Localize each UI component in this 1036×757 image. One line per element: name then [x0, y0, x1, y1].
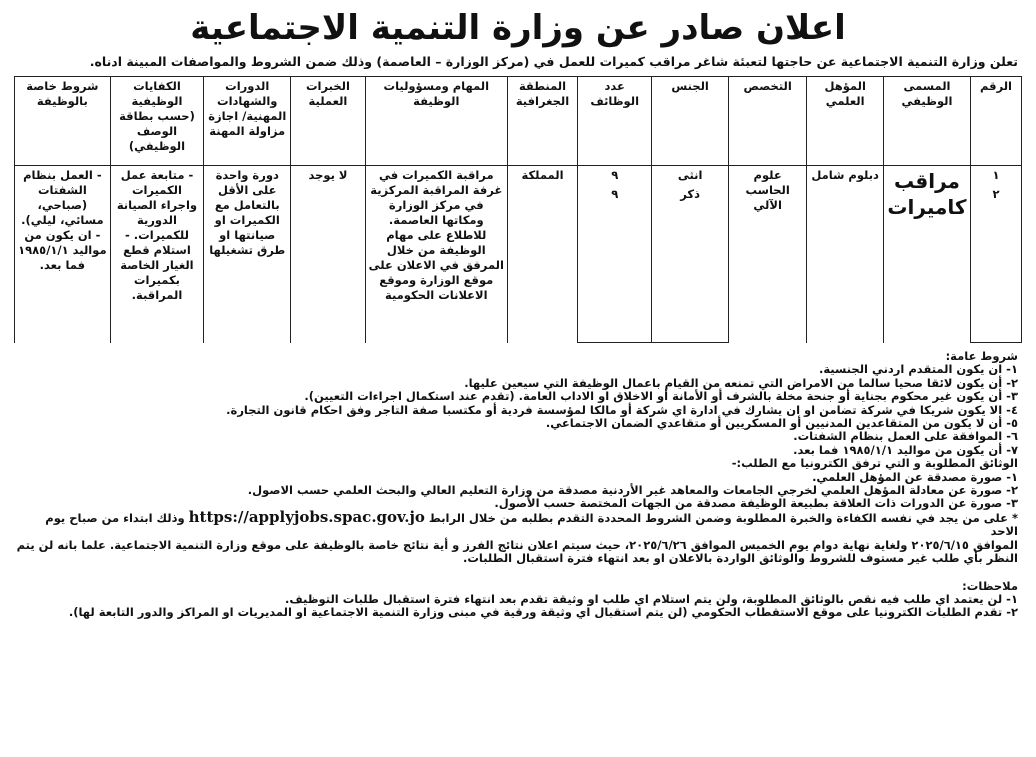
- header-experience: الخبرات العملية: [291, 77, 365, 166]
- notes-heading: ملاحظات:: [962, 578, 1018, 593]
- row-number-2: ٢: [971, 185, 1022, 343]
- header-job-title: المسمى الوظيفي: [883, 77, 970, 166]
- intro-paragraph: تعلن وزارة التنمية الاجتماعية عن حاجتها لتعبئة شاغر مراقب كميرات للعمل في (مركز الوزارة – العاصمة) وذلك ضمن الشروط والمواصفات المبينة ادناه.: [89, 54, 1018, 69]
- cell-tasks: مراقبة الكميرات في غرفة المراقبة المركزية في مركز الوزارة ومكاتها العاصمة. للاطلاع على مهام الوظيفة من خلال المرفق في الاعلان على موقع الوزارة وموقع الاعلانات الحكومية: [365, 166, 507, 343]
- header-competencies: الكفايات الوظيفية (حسب بطاقة الوصف الوظيفي): [110, 77, 203, 166]
- cell-courses: دورة واحدة على الأقل بالتعامل مع الكميرات او صيانتها او طرق تشغيلها: [204, 166, 291, 343]
- table-header-row: [15, 77, 1022, 166]
- header-tasks: المهام ومسؤوليات الوظيفة: [365, 77, 507, 166]
- cell-count-1: ٩: [578, 166, 652, 186]
- cell-special-conditions: - العمل بنظام الشفتات (صباحي، مسائي، ليلي). - ان يكون من مواليد ١٩٨٥/١/١ فما بعد.: [15, 166, 111, 343]
- announcement-title: اعلان صادر عن وزارة التنمية الاجتماعية: [190, 8, 846, 48]
- header-gender: الجنس: [652, 77, 728, 166]
- general-conditions-section: [14, 350, 1022, 457]
- header-specialization: التخصص: [728, 77, 807, 166]
- general-condition-item: ٧- أن يكون من مواليد ١٩٨٥/١/١ فما بعد.: [793, 442, 1018, 457]
- table-row: [15, 166, 1022, 186]
- cell-specialization: علوم الحاسب الآلي: [728, 166, 807, 343]
- apply-section: [14, 507, 1022, 566]
- notes-section: [14, 580, 1022, 620]
- apply-line-2: الموافق ٢٠٢٥/٦/١٥ ولغاية نهاية دوام يوم الخميس الموافق ٢٠٢٥/٦/٢٦، حيث سيتم اعلان نتائج الفرز و أية نتائج خاصة بالوظيفة على موقع وزارة التنمية الاجتماعية. علما بانه لن يتم: [16, 537, 1018, 552]
- cell-gender-1: انثى: [652, 166, 728, 186]
- cell-job-title: [883, 166, 970, 343]
- cell-gender-2: ذكر: [652, 185, 728, 343]
- header-special-conditions: شروط خاصة بالوظيفة: [15, 77, 111, 166]
- general-condition-item: ٤- الا يكون شريكا في شركة تضامن او ان يشارك في ادارة اي شركة أو مالكا لمؤسسة فردية أو مكتسبا صفة التاجر وفق احكام قانون التجارة.: [226, 402, 1018, 417]
- document-item: ١- صورة مصدقة عن المؤهل العلمي.: [812, 469, 1018, 484]
- document-item: ٣- صورة عن الدورات ذات العلاقة بطبيعة الوظيفة مصدقة من الجهات المختصة حسب الأصول.: [494, 496, 1018, 511]
- apply-before-url: * على من يجد في نفسه الكفاءة والخبرة المطلوبة وضمن الشروط المحددة التقدم بطلبه من خلال الرابط: [428, 510, 1018, 525]
- note-item: ١- لن يعتمد اي طلب فيه نقص بالوثائق المطلوبة، ولن يتم استلام اي طلب او وثيقة تقدم بعد انتهاء فترة استقبال طلبات التوظيف.: [284, 591, 1018, 606]
- cell-region: المملكة: [507, 166, 577, 343]
- jobs-table: [14, 76, 1022, 343]
- general-condition-item: ٢- أن يكون لائقا صحيا سالما من الامراض التي تمنعه من القيام باعمال الوظيفة التي سيعين عليها.: [464, 375, 1018, 390]
- cell-competencies: - متابعة عمل الكميرات واجراء الصيانة الدورية للكميرات. - استلام قطع الغيار الخاصة بكميرات المراقبة.: [110, 166, 203, 343]
- cell-count-2: ٩: [578, 185, 652, 343]
- documents-heading: الوثائق المطلوبة و التي ترفق الكترونيا مع الطلب:-: [731, 456, 1018, 471]
- row-number-1: ١: [971, 166, 1022, 186]
- apply-line-1: [14, 507, 1022, 539]
- header-number: الرقم: [971, 77, 1022, 166]
- general-condition-item: ٥- أن لا يكون من المتقاعدين المدنيين أو المسكريين أو متقاعدي الضمان الاجتماعي.: [545, 416, 1018, 431]
- general-condition-item: ٦- الموافقة على العمل بنظام الشفتات.: [793, 429, 1018, 444]
- apply-line-3: النظر بأي طلب غير مستوف للشروط والوثائق الواردة بالاعلان او بعد انتهاء فترة استقبال الطلبات.: [462, 551, 1018, 566]
- header-qualification: المؤهل العلمي: [807, 77, 883, 166]
- header-job-count: عدد الوظائف: [578, 77, 652, 166]
- apply-after-url: وذلك ابتداء من صباح يوم الاحد: [45, 510, 1018, 539]
- header-courses: الدورات والشهادات المهنية/ اجازة مزاولة المهنة: [204, 77, 291, 166]
- documents-section: [14, 457, 1022, 511]
- cell-qualification: دبلوم شامل: [807, 166, 883, 343]
- apply-link[interactable]: https://applyjobs.spac.gov.jo: [188, 507, 425, 526]
- general-conditions-heading: شروط عامة:: [945, 349, 1018, 363]
- note-item: ٢- تقدم الطلبات الكترونيا على موقع الاستقطاب الحكومي (لن يتم استقبال اي وثيقة ورقية في مبنى وزارة التنمية الاجتماعية او المديريات او المراكز والدور التابعة لها).: [68, 605, 1018, 620]
- document-item: ٢- صورة عن معادلة المؤهل العلمي لخرجي الجامعات والمعاهد غير الأردنية مصدقة من وزارة التعليم العالي والبحث العلمي حسب الاصول.: [247, 483, 1018, 498]
- header-region: المنطقة الجغرافية: [507, 77, 577, 166]
- cell-experience: لا يوجد: [291, 166, 365, 343]
- general-condition-item: ٣- أن يكون غير محكوم بجناية أو جنحة مخلة بالشرف أو الأمانة أو الاخلاق او الاداب العامة. (تقدم عند استكمال اجراءات التعيين).: [304, 389, 1018, 404]
- general-condition-item: ١- ان يكون المتقدم اردني الجنسية.: [818, 362, 1018, 377]
- job-title-text: مراقب كاميرات: [887, 169, 967, 219]
